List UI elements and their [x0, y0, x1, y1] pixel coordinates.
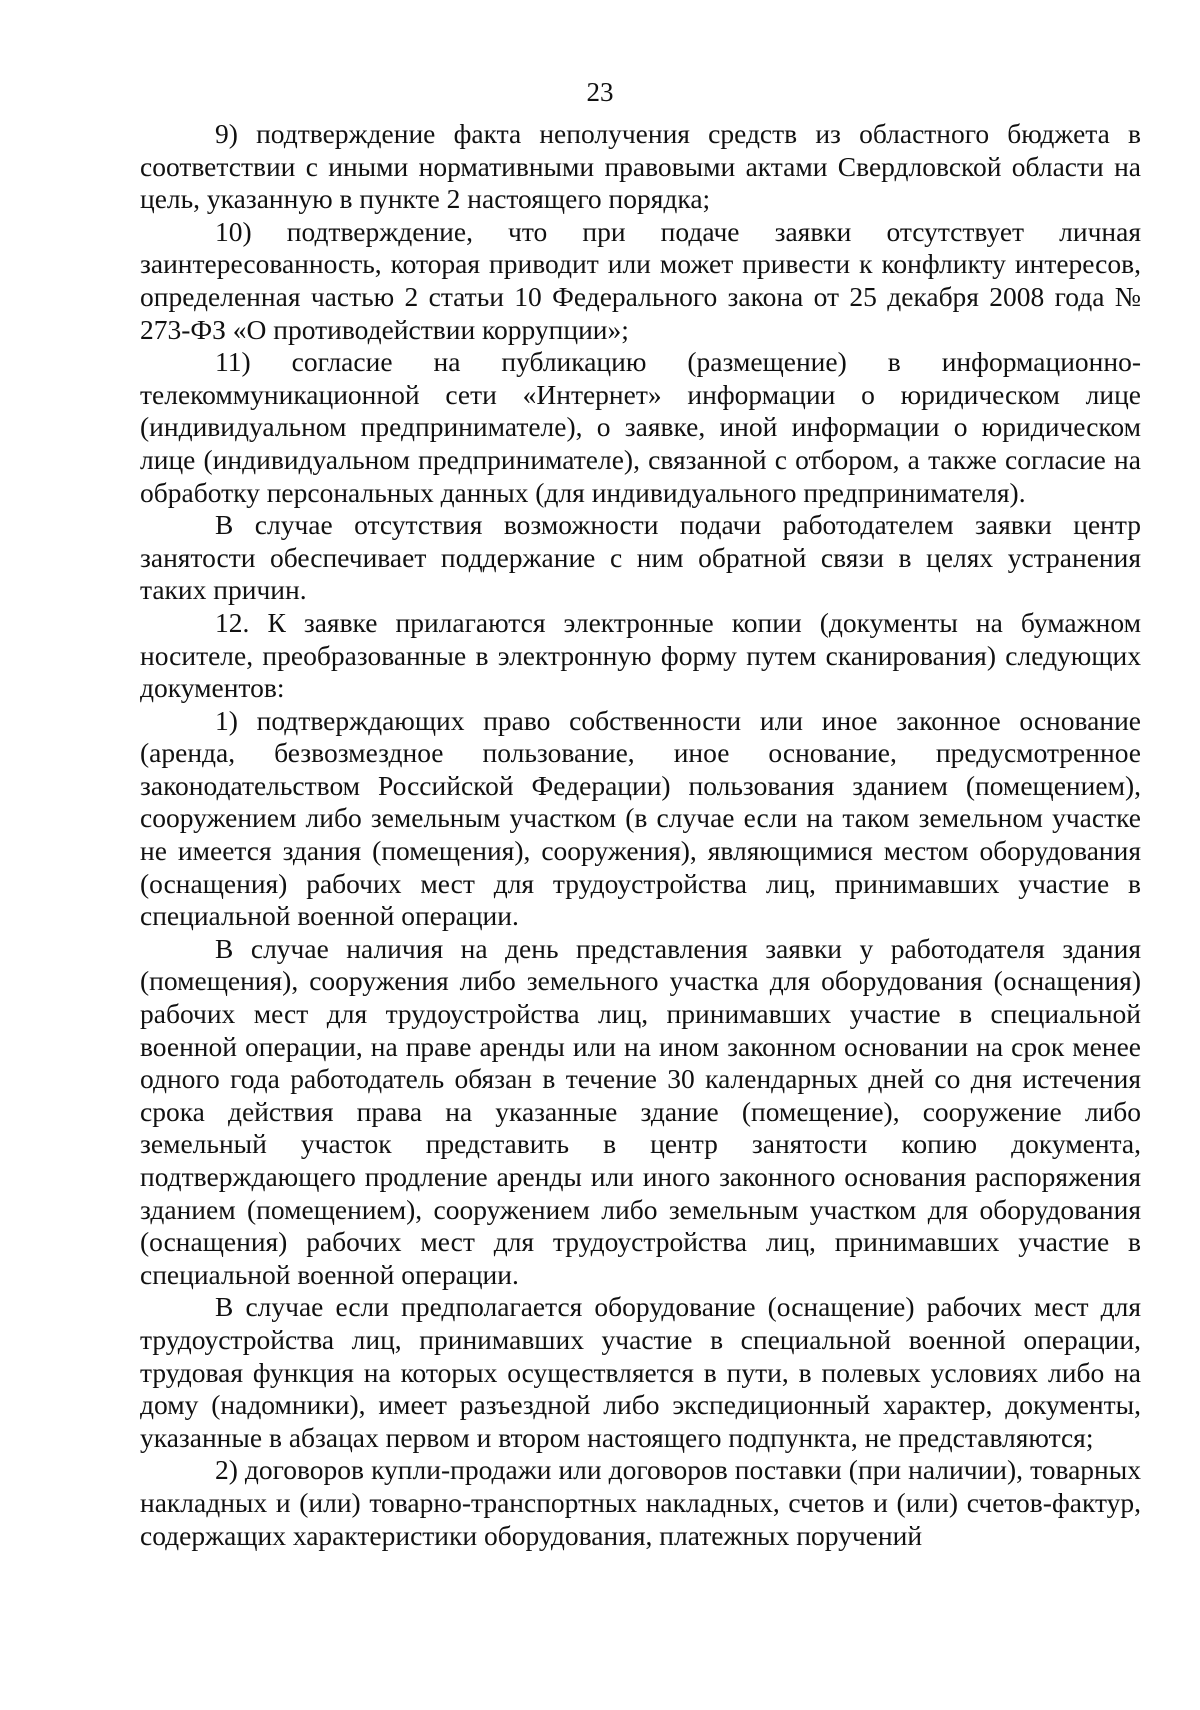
feedback-paragraph: В случае отсутствия возможности подачи работодателем заявки центр занятости обеспечивает поддержание с ним обратной связи в целях устранения таких причин. [140, 509, 1141, 606]
page-number: 23 [586, 77, 614, 107]
lease-term-paragraph: В случае наличия на день представления заявки у работодателя здания (помещения), сооружения либо земельного участка для оборудования (оснащения) рабочих мест для трудоустройства лиц, принимавших участие в специальной военной операции, на праве аренды или на ином законном основании на срок менее одного года работодатель обязан в течение 30 календарных дней со дня истечения срока действия права на указанные здание (помещение), сооружение либо земельный участок представить в центр занятости копию документа, подтверждающего продление аренды или иного законного основания распоряжения зданием (помещением), сооружением либо земельным участком для оборудования (оснащения) рабочих мест для трудоустройства лиц, принимавших участие в специальной военной операции. [140, 932, 1141, 1290]
section-12-paragraph: 12. К заявке прилагаются электронные копии (документы на бумажном носителе, преобразованные в электронную форму путем сканирования) следующих документов: [140, 606, 1141, 704]
item-11-paragraph: 11) согласие на публикацию (размещение) в информационно-телекоммуникационной сети «Интернет» информации о юридическом лице (индивидуальном предпринимателе), о заявке, иной информации о юридическом лице (индивидуальном предпринимателе), связанной с отбором, а также согласие на обработку персональных данных (для индивидуального предпринимателя). [140, 346, 1141, 508]
subitem-2-paragraph: 2) договоров купли-продажи или договоров поставки (при наличии), товарных накладных и (или) товарно-транспортных накладных, счетов и (или) счетов-фактур, содержащих характеристики оборудования, платежных поручений [140, 1454, 1141, 1551]
mobile-work-paragraph: В случае если предполагается оборудование (оснащение) рабочих мест для трудоустройства лиц, принимавших участие в специальной военной операции, трудовая функция на которых осуществляется в пути, в полевых условиях либо на дому (надомники), имеет разъездной либо экспедиционный характер, документы, указанные в абзацах первом и втором настоящего подпункта, не представляются; [140, 1291, 1141, 1453]
item-9-paragraph: 9) подтверждение факта неполучения средств из областного бюджета в соответствии с иными нормативными правовыми актами Свердловской области на цель, указанную в пункте 2 настоящего порядка; [140, 118, 1141, 215]
item-10-paragraph: 10) подтверждение, что при подаче заявки отсутствует личная заинтересованность, которая приводит или может привести к конфликту интересов, определенная частью 2 статьи 10 Федерального закона от 25 декабря 2008 года № 273-ФЗ «О противодействии коррупции»; [140, 215, 1141, 345]
subitem-1-paragraph: 1) подтверждающих право собственности или иное законное основание (аренда, безвозмездное пользование, иное основание, предусмотренное законодательством Российской Федерации) пользования зданием (помещением), сооружением либо земельным участком (в случае если на таком земельном участке не имеется здания (помещения), сооружения), являющимися местом оборудования (оснащения) рабочих мест для трудоустройства лиц, принимавших участие в специальной военной операции. [140, 704, 1141, 932]
document-body [140, 118, 1141, 1552]
